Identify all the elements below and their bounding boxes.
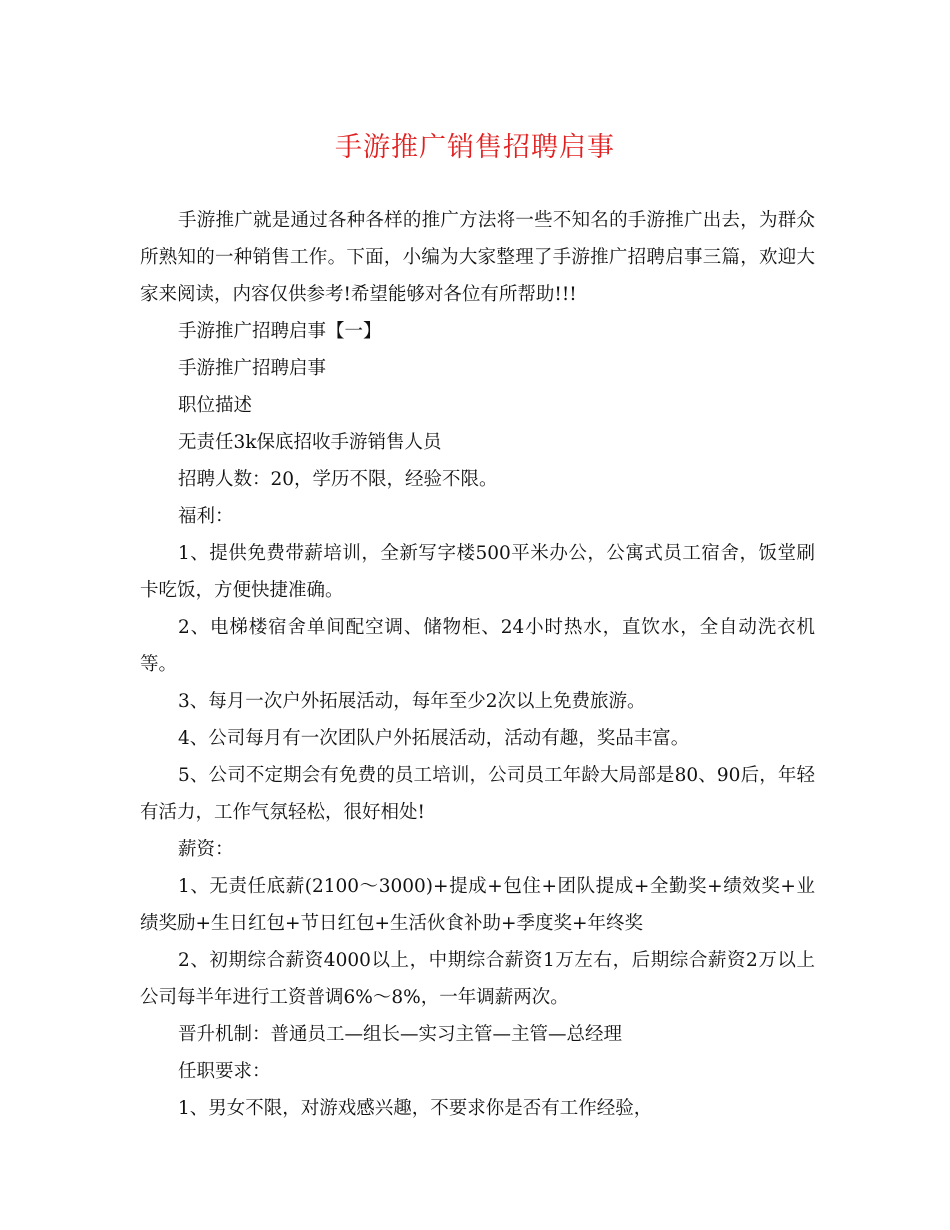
subsection-heading: 手游推广招聘启事 [178, 358, 327, 379]
paragraph: 招聘人数：20，学历不限，经验不限。 [178, 469, 498, 490]
list-item: 2、初期综合薪资4000以上，中期综合薪资1万左右，后期综合薪资2万以上公司每半年进行工资普调6%～8%，一年调薪两次。 [140, 950, 815, 1008]
list-item: 3、每月一次户外拓展活动，每年至少2次以上免费旅游。 [178, 691, 646, 712]
list-item: 5、公司不定期会有免费的员工培训，公司员工年龄大局部是80、90后，年轻有活力，工作气氛轻松，很好相处! [140, 765, 815, 823]
list-item: 1、提供免费带薪培训，全新写字楼500平米办公，公寓式员工宿舍，饭堂刷卡吃饭，方便快捷准确。 [140, 543, 815, 601]
intro-paragraph: 手游推广就是通过各种各样的推广方法将一些不知名的手游推广出去，为群众所熟知的一种销售工作。下面，小编为大家整理了手游推广招聘启事三篇，欢迎大家来阅读，内容仅供参考!希望能够对各位有所帮助!!! [140, 210, 815, 305]
paragraph: 职位描述 [178, 395, 253, 416]
paragraph: 福利： [178, 506, 234, 527]
section-heading: 手游推广招聘启事【一】 [178, 321, 382, 342]
document-body [140, 202, 815, 1127]
list-item: 4、公司每月有一次团队户外拓展活动，活动有趣，奖品丰富。 [178, 728, 690, 749]
paragraph: 薪资： [178, 839, 234, 860]
list-item: 1、无责任底薪(2100～3000)+提成+包住+团队提成+全勤奖+绩效奖+业绩奖励+生日红包+节日红包+生活伙食补助+季度奖+年终奖 [140, 876, 815, 934]
paragraph: 无责任3k保底招收手游销售人员 [178, 432, 442, 453]
list-item: 1、男女不限，对游戏感兴趣，不要求你是否有工作经验， [178, 1098, 653, 1119]
list-item: 2、电梯楼宿舍单间配空调、储物柜、24小时热水，直饮水，全自动洗衣机等。 [140, 617, 815, 675]
paragraph: 任职要求： [178, 1061, 271, 1082]
document-title: 手游推广销售招聘启事 [335, 132, 615, 163]
paragraph: 晋升机制：普通员工—组长—实习主管—主管—总经理 [178, 1024, 623, 1045]
